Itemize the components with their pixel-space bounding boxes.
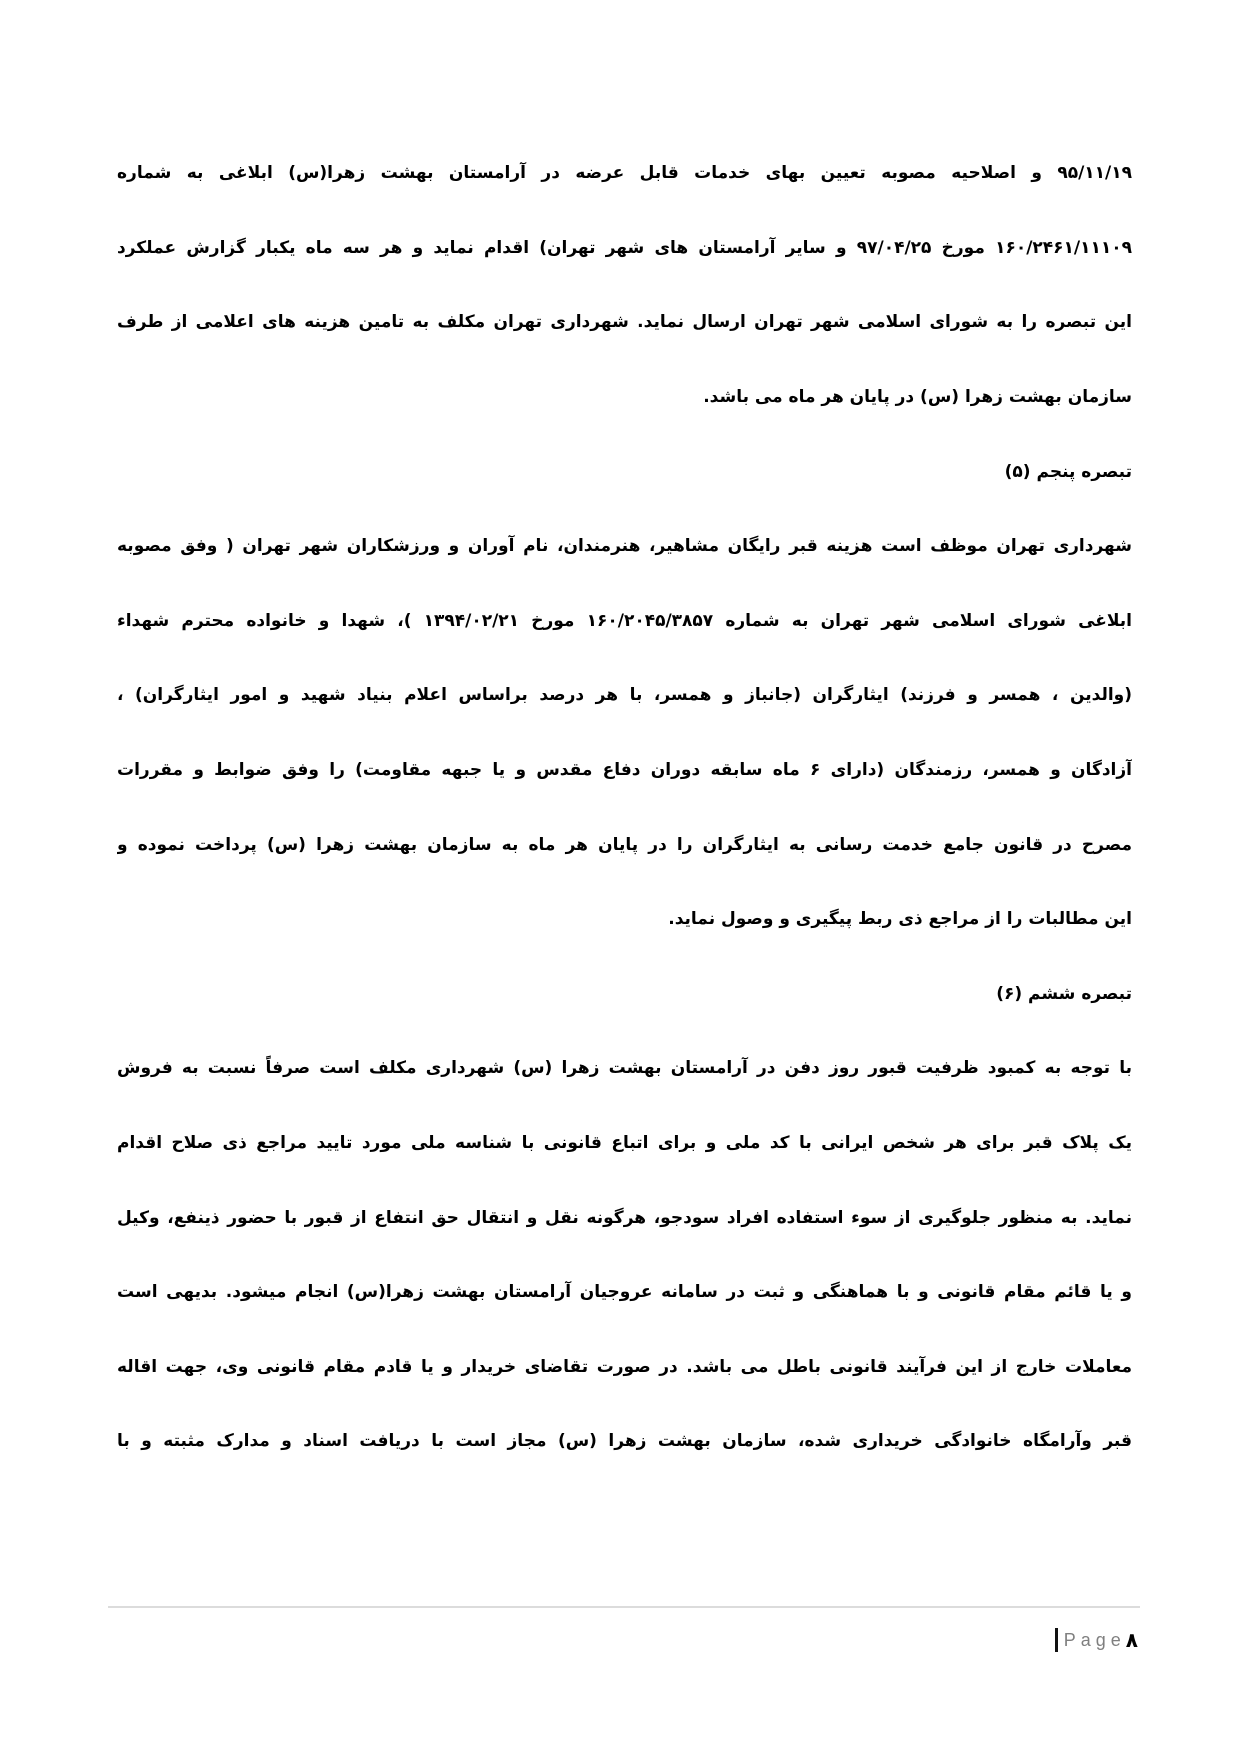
section-heading-6: تبصره ششم (۶) <box>996 984 1132 1004</box>
paragraph-1-line: ۹۵/۱۱/۱۹ و اصلاحیه مصوبه تعیین بهای خدمات قابل عرضه در آرامستان بهشت زهرا(س) ابلاغی به شماره <box>117 163 1132 183</box>
section-heading-5: تبصره پنجم (۵) <box>1004 462 1132 482</box>
paragraph-3-line: قبر وآرامگاه خانوادگی خریداری شده، سازمان بهشت زهرا (س) مجاز است با دریافت اسناد و مدارک مثبته و با <box>117 1431 1132 1451</box>
paragraph-2-line: مصرح در قانون جامع خدمت رسانی به ایثارگران را در پایان هر ماه به سازمان بهشت زهرا (س) پرداخت نموده و <box>117 835 1132 855</box>
footer-bar <box>1055 1628 1058 1652</box>
page-number: ۸ <box>1125 1628 1138 1652</box>
paragraph-2-line: این مطالبات را از مراجع ذی ربط پیگیری و وصول نماید. <box>668 909 1132 929</box>
page-footer <box>1055 1626 1138 1654</box>
paragraph-3-line: و یا قائم مقام قانونی و با هماهنگی و ثبت در سامانه عروجیان آرامستان بهشت زهرا(س) انجام میشود. بدیهی است <box>117 1282 1132 1302</box>
paragraph-3-line: معاملات خارج از این فرآیند قانونی باطل می باشد. در صورت تقاضای خریدار و یا قادم مقام قانونی وی، جهت اقاله <box>117 1357 1132 1377</box>
paragraph-2-line: ابلاغی شورای اسلامی شهر تهران به شماره ۱۶۰/۲۰۴۵/۳۸۵۷ مورخ ۱۳۹۴/۰۲/۲۱ )، شهدا و خانواده محترم شهداء <box>117 611 1132 631</box>
paragraph-2-line: (والدین ، همسر و فرزند) ایثارگران (جانباز و همسر، با هر درصد براساس اعلام بنیاد شهید و امور ایثارگران) ، <box>117 685 1132 705</box>
paragraph-1-line: سازمان بهشت زهرا (س) در پایان هر ماه می باشد. <box>703 387 1132 407</box>
paragraph-2-line: آزادگان و همسر، رزمندگان (دارای ۶ ماه سابقه دوران دفاع مقدس و یا جبهه مقاومت) را وفق ضوابط و مقررات <box>117 760 1132 780</box>
paragraph-3-line: با توجه به کمبود ظرفیت قبور روز دفن در آرامستان بهشت زهرا (س) شهرداری مکلف است صرفاً نسبت به فروش <box>117 1058 1132 1078</box>
page-label: Page <box>1063 1629 1126 1650</box>
paragraph-2-line: شهرداری تهران موظف است هزینه قبر رایگان مشاهیر، هنرمندان، نام آوران و ورزشکاران شهر تهران ( وفق مصوبه <box>117 536 1132 556</box>
paragraph-1-line: این تبصره را به شورای اسلامی شهر تهران ارسال نماید. شهرداری تهران مکلف به تامین هزینه های اعلامی از طرف <box>117 312 1132 332</box>
paragraph-3-line: نماید. به منظور جلوگیری از سوء استفاده افراد سودجو، هرگونه نقل و انتقال حق انتفاع از قبور با حضور ذینفع، وکیل <box>117 1208 1132 1228</box>
paragraph-1-line: ۱۶۰/۲۴۶۱/۱۱۱۰۹ مورخ ۹۷/۰۴/۲۵ و سایر آرامستان های شهر تهران) اقدام نماید و هر سه ماه یکبار گزارش عملکرد <box>117 238 1132 258</box>
footer-divider <box>108 1606 1140 1608</box>
paragraph-3-line: یک پلاک قبر برای هر شخص ایرانی با کد ملی و برای اتباع قانونی با شناسه ملی مورد تایید مراجع ذی صلاح اقدام <box>117 1133 1132 1153</box>
